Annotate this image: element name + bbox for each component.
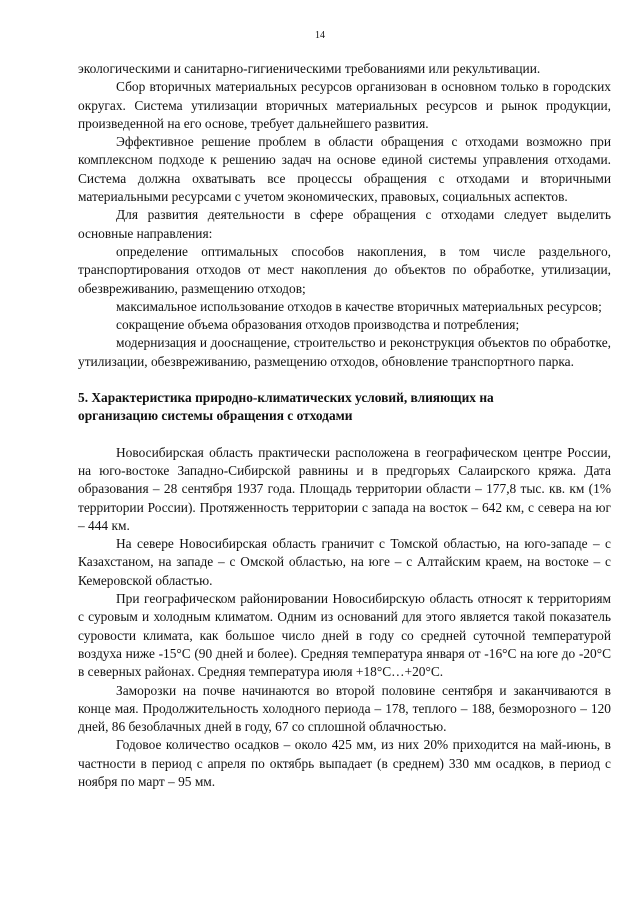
spacer [78,426,611,444]
paragraph: Новосибирская область практически расположена в географическом центре России, на юго-востоке Западно-Сибирской равнины и в предгорьях Салаирского кряжа. Дата образования – 28 сентября 1937 года. Площадь территории области – 177,8 тыс. кв. км (1% территории России). Протяженность территории с запада на восток – 642 км, с севера на юг – 444 км. [78,444,611,533]
paragraph: На севере Новосибирская область граничит с Томской областью, на юго-западе – с Казахстаном, на западе – с Омской областью, на юге – с Алтайским краем, на востоке – с Кемеровской областью. [78,536,611,588]
list-item: модернизация и дооснащение, строительство и реконструкция объектов по обработке, утилизации, обезвреживанию, размещению отходов, обновление транспортного парка. [78,335,611,369]
paragraph: Годовое количество осадков – около 425 мм, из них 20% приходится на май-июнь, в частности в период с апреля по октябрь выпадает (в среднем) 330 мм осадков, в период с ноября по март – 95 мм. [78,737,611,789]
document-body [78,60,611,791]
paragraph: Сбор вторичных материальных ресурсов организован в основном только в городских округах. Система утилизации вторичных материальных ресурсов и рынок продукции, произведенной на его основе, требует дальнейшего развития. [78,79,611,131]
paragraph: экологическими и санитарно-гигиеническими требованиями или рекультивации. [78,61,541,76]
list-item: максимальное использование отходов в качестве вторичных материальных ресурсов; [116,298,602,314]
spacer [78,371,611,389]
list-item: определение оптимальных способов накопления, в том числе раздельного, транспортирования отходов от мест накопления до объектов по обработке, утилизации, обезвреживанию, размещению отходов; [78,243,611,296]
section-heading-line1: 5. Характеристика природно-климатических условий, влияющих на [78,390,494,406]
paragraph: Для развития деятельности в сфере обращения с отходами следует выделить основные направления: [78,207,611,241]
paragraph: Эффективное решение проблем в области обращения с отходами возможно при комплексном подходе к решению задач на основе единой системы управления отходами. Система должна охватывать все процессы обращения с отходами и вторичными материальными ресурсами с учетом экономических, правовых, социальных аспектов. [78,134,611,205]
list-item: сокращение объема образования отходов производства и потребления; [116,317,520,333]
paragraph: Заморозки на почве начинаются во второй половине сентября и заканчиваются в конце мая. Продолжительность холодного периода – 178, теплого – 188, безморозного – 120 дней, 86 безоблачных дней в году, 67 со сплошной облачностью. [78,682,611,735]
page-number: 14 [315,30,325,41]
paragraph: При географическом районировании Новосибирскую область относят к территориям с суровым и холодным климатом. Одним из оснований для этого является такой показатель суровости климата, как большое число дней в году со средней суточной температурой воздуха ниже -15°С (90 дней и более). Средняя температура января от -16°С на юге до -20°С в северных районах. Средняя температура июля +18°С…+20°С. [78,591,611,680]
section-heading-line2: организацию системы обращения с отходами [78,408,353,424]
